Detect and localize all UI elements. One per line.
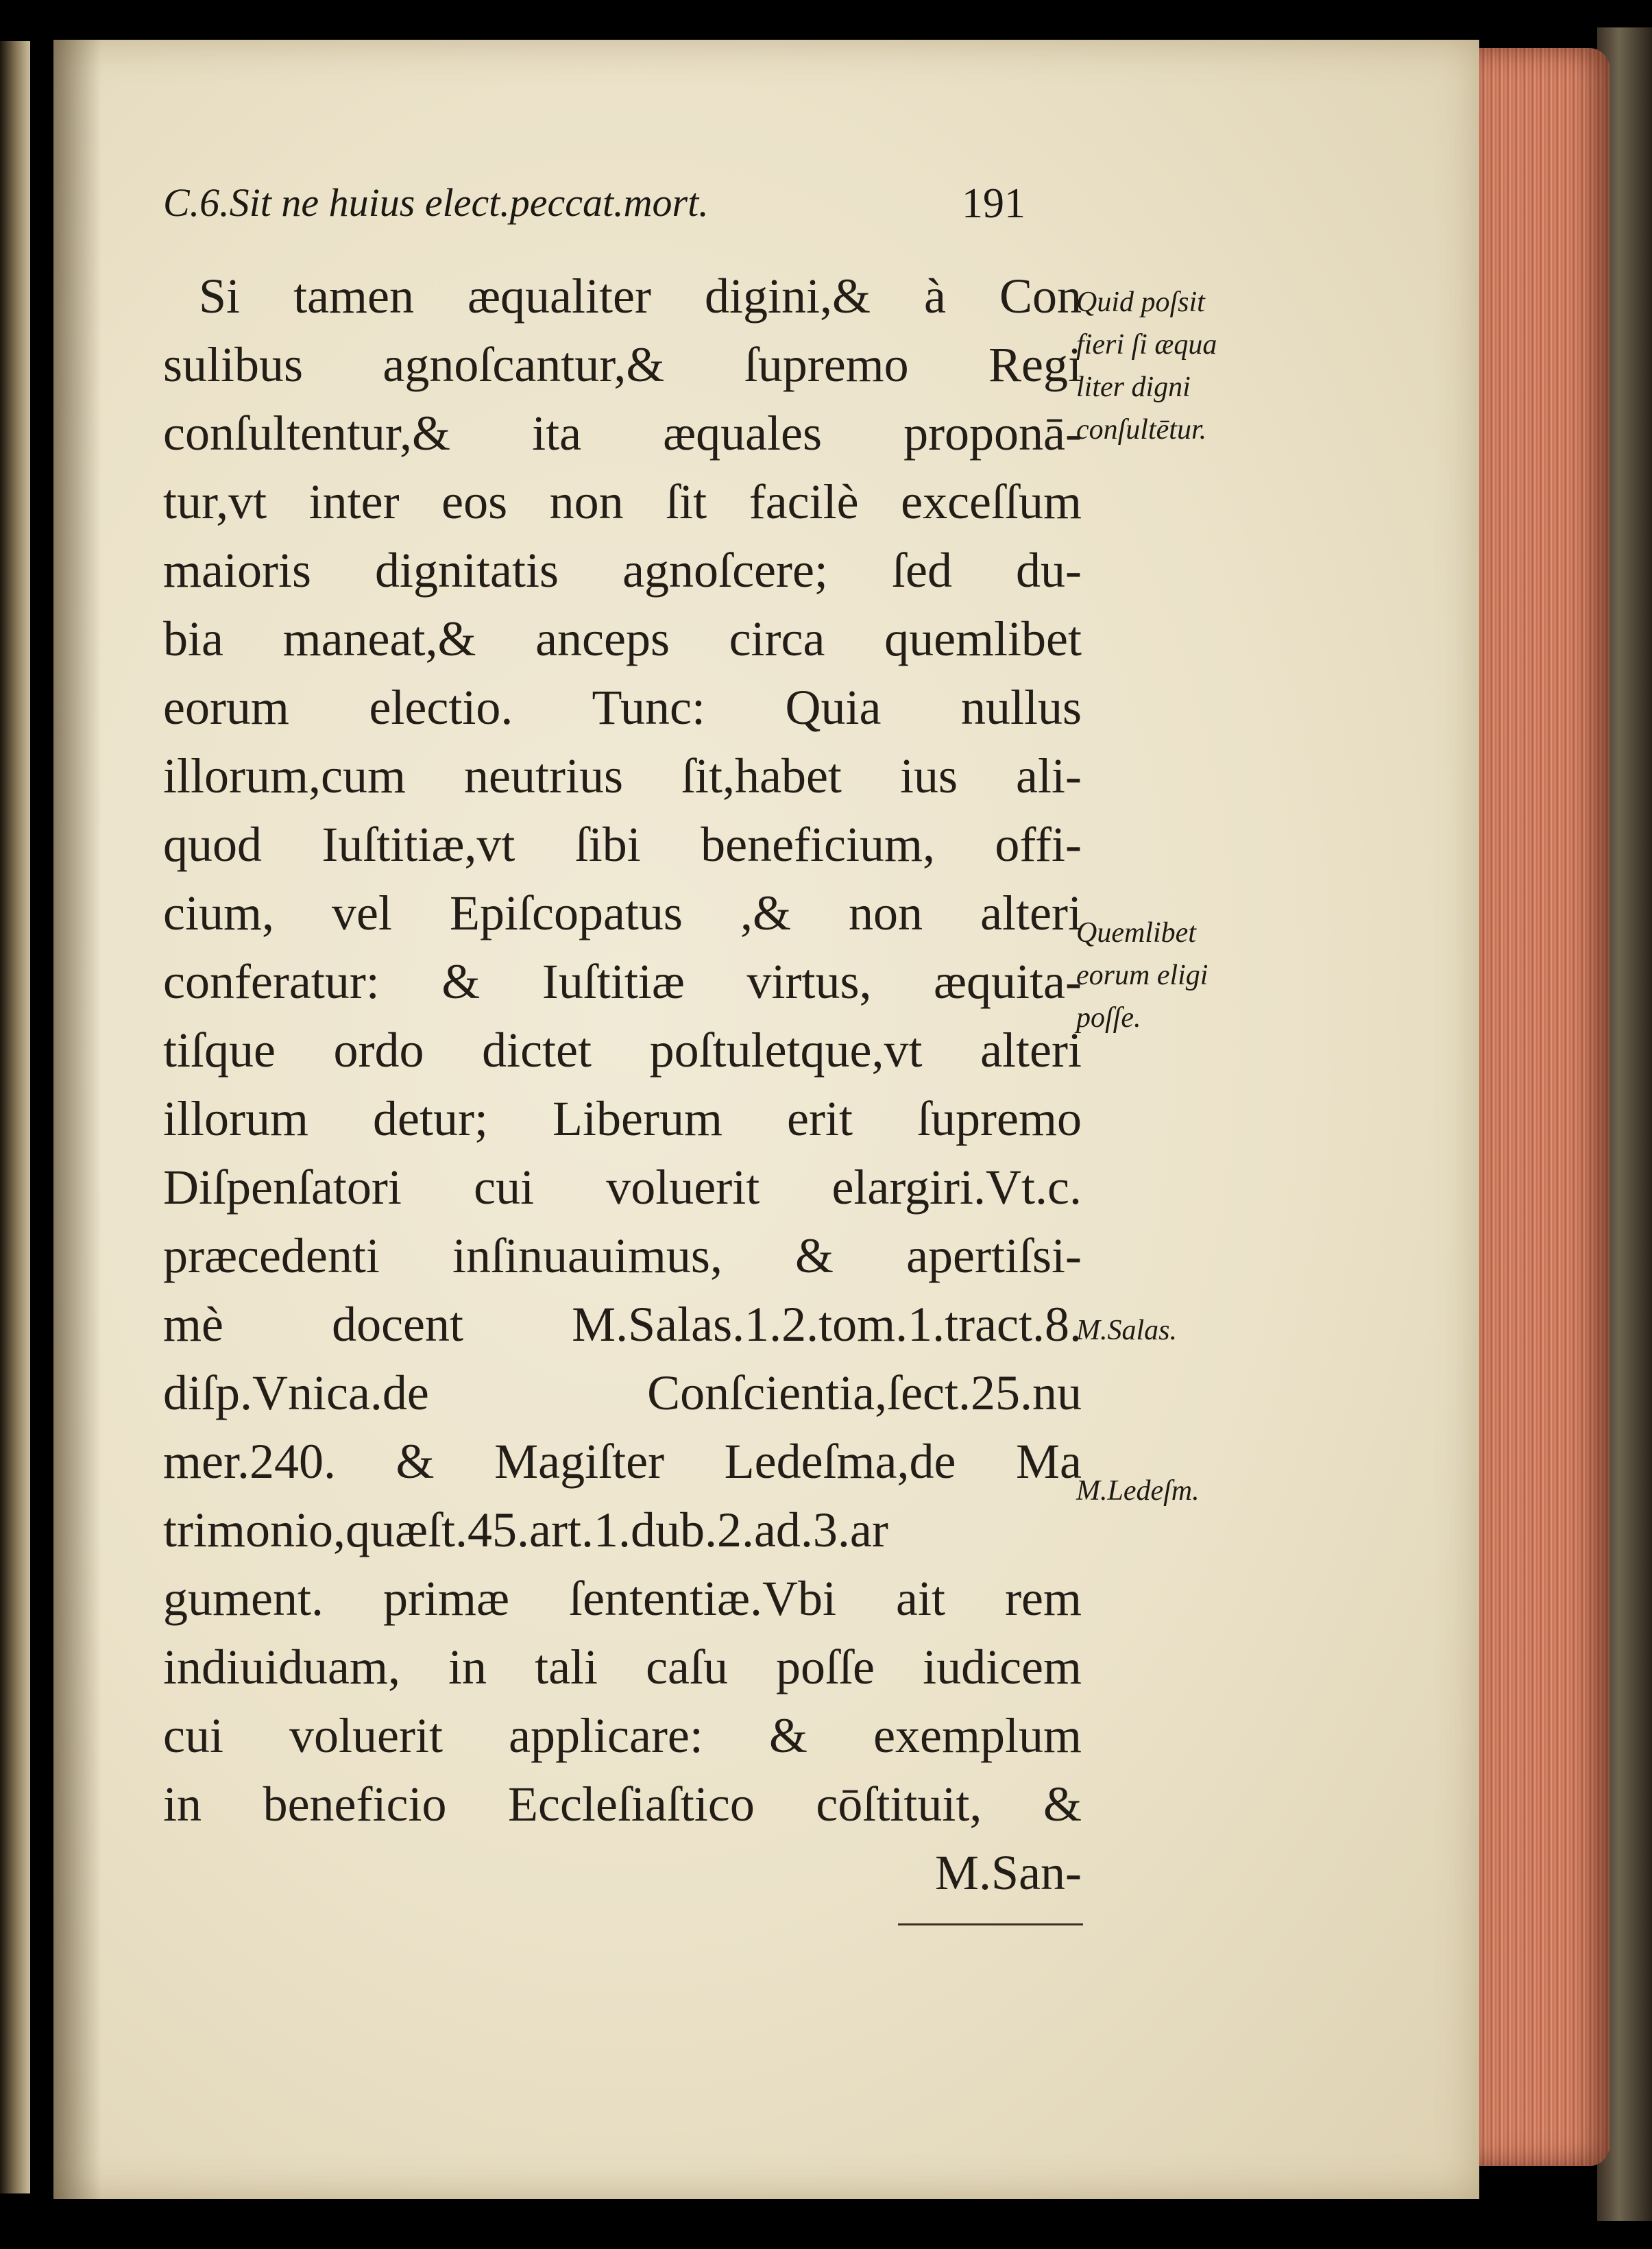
adjacent-page-edge — [0, 41, 30, 2193]
running-head: C.6.Sit ne huius elect.peccat.mort. — [163, 180, 709, 225]
marginal-note-line: poſſe. — [1076, 1002, 1141, 1034]
text-line: mè docent M.Salas.1.2.tom.1.tract.8. — [163, 1297, 1082, 1352]
text-line: præcedenti inſinuauimus, & apertiſsi- — [163, 1228, 1082, 1283]
marginal-note-line: Quemlibet — [1076, 917, 1196, 949]
text-line: trimonio,quæſt.45.art.1.dub.2.ad.3.ar — [163, 1503, 888, 1557]
marginal-note-line: conſultētur. — [1076, 414, 1207, 446]
text-line: conſultentur,& ita æquales proponā- — [163, 406, 1082, 461]
text-line: conferatur: & Iuſtitiæ virtus, æquita- — [163, 954, 1082, 1009]
marginal-note-line: eorum eligi — [1076, 960, 1208, 991]
text-line: cui voluerit applicare: & exemplum — [163, 1708, 1082, 1763]
marginal-note-line: M.Ledeſm. — [1076, 1475, 1200, 1507]
text-line: indiuiduam, in tali caſu poſſe iudicem — [163, 1640, 1082, 1694]
text-line: in beneficio Eccleſiaſtico cōſtituit, & — [163, 1777, 1082, 1832]
fore-edge-red — [1479, 48, 1610, 2166]
text-line: maioris dignitatis agnoſcere; ſed du- — [163, 543, 1082, 598]
main-text-block — [163, 262, 1082, 1907]
page-header — [163, 180, 1109, 241]
text-line: quod Iuſtitiæ,vt ſibi beneficium, offi- — [163, 817, 1082, 872]
text-line: illorum detur; Liberum erit ſupremo — [163, 1091, 1082, 1146]
catchword: M.San- — [935, 1845, 1082, 1900]
text-line: Si tamen æqualiter digini,& à Con — [199, 269, 1082, 324]
marginal-note-line: Quid poſsit — [1076, 287, 1205, 318]
page-gutter-shadow — [53, 40, 101, 2199]
page-number: 191 — [962, 180, 1025, 227]
marginal-note-quid-possit — [1076, 281, 1302, 451]
marginal-note-quemlibet — [1076, 912, 1302, 1039]
catchword-underline — [898, 1923, 1083, 1925]
text-line: tiſque ordo dictet poſtuletque,vt alteri — [163, 1023, 1082, 1078]
marginal-note-salas — [1076, 1309, 1302, 1352]
text-line: mer.240. & Magiſter Ledeſma,de Ma — [163, 1434, 1082, 1489]
text-line: bia maneat,& anceps circa quemlibet — [163, 611, 1082, 666]
text-line: tur,vt inter eos non ſit facilè exceſſum — [163, 474, 1082, 529]
marginal-note-line: liter digni — [1076, 372, 1191, 403]
marginal-note-line: M.Salas. — [1076, 1315, 1177, 1346]
text-line: Diſpenſatori cui voluerit elargiri.Vt.c. — [163, 1160, 1082, 1215]
text-line: eorum electio. Tunc: Quia nullus — [163, 680, 1082, 735]
text-line: gument. primæ ſententiæ.Vbi ait rem — [163, 1571, 1082, 1626]
marginal-note-line: fieri ſi æqua — [1076, 329, 1217, 361]
text-line: illorum,cum neutrius ſit,habet ius ali- — [163, 749, 1082, 803]
text-line: sulibus agnoſcantur,& ſupremo Regi — [163, 337, 1082, 392]
marginal-note-ledesma — [1076, 1470, 1302, 1512]
text-line: cium, vel Epiſcopatus ,& non alteri — [163, 886, 1082, 940]
text-line: diſp.Vnica.de Conſcientia,ſect.25.nu — [163, 1365, 1082, 1420]
